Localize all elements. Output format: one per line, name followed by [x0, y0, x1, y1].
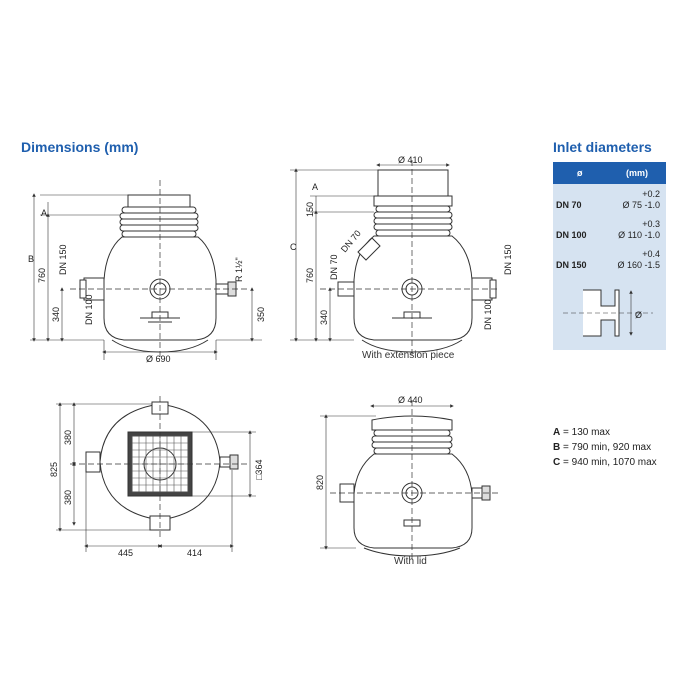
legend-item	[553, 425, 657, 440]
row-dn: DN 150	[556, 260, 587, 270]
label-b: B	[28, 254, 35, 264]
dimension-legend	[553, 425, 657, 470]
row-dn: DN 70	[556, 200, 582, 210]
dimensions-title: Dimensions (mm)	[21, 139, 139, 155]
legend-text: = 940 min, 1070 max	[560, 457, 657, 468]
legend-item	[553, 440, 657, 455]
label-760-2: 760	[305, 267, 315, 283]
header-mm: (mm)	[626, 168, 648, 178]
label-380-a: 380	[63, 429, 73, 445]
label-dia-410: Ø 410	[398, 155, 423, 165]
label-820: 820	[315, 474, 325, 490]
table-row	[553, 184, 666, 214]
row-value: Ø 75 -1.0	[622, 200, 660, 210]
table-row	[553, 214, 666, 244]
legend-key: C	[553, 457, 561, 468]
lid-view	[320, 400, 500, 560]
caption-extension-piece: With extension piece	[362, 350, 455, 361]
label-a2: A	[312, 182, 319, 192]
label-dn150: DN 150	[58, 244, 68, 275]
inlet-diameters-table	[553, 162, 666, 350]
label-340-2: 340	[319, 309, 329, 325]
label-760: 760	[37, 267, 47, 283]
label-dn100: DN 100	[84, 294, 94, 325]
label-r: R 1½"	[234, 257, 244, 282]
caption-with-lid: With lid	[394, 556, 427, 567]
label-350: 350	[256, 306, 266, 322]
table-header	[553, 162, 666, 184]
row-value: Ø 160 -1.5	[617, 260, 660, 270]
label-825: 825	[49, 461, 59, 477]
detail-diameter-symbol: Ø	[635, 310, 643, 320]
legend-key: A	[553, 427, 561, 438]
label-445: 445	[118, 548, 134, 558]
label-dn70-top: DN 70	[338, 228, 363, 255]
label-340: 340	[51, 306, 61, 322]
row-tolerance: +0.4	[642, 249, 660, 259]
row-tolerance: +0.3	[642, 219, 660, 229]
label-364: □364	[254, 459, 264, 480]
legend-key: B	[553, 442, 561, 453]
legend-text: = 790 min, 920 max	[560, 442, 652, 453]
table-row	[553, 244, 666, 274]
inlet-diameters-title: Inlet diameters	[553, 139, 652, 155]
label-a: A	[41, 208, 48, 218]
label-414: 414	[187, 548, 203, 558]
label-dn150-2: DN 150	[503, 244, 513, 275]
label-150: 150	[305, 201, 315, 217]
top-view	[56, 396, 256, 552]
label-dn70-left: DN 70	[329, 254, 339, 280]
extension-view	[290, 160, 500, 358]
inlet-detail-drawing	[553, 280, 666, 350]
header-diameter: ø	[577, 168, 583, 178]
row-tolerance: +0.2	[642, 189, 660, 199]
row-value: Ø 110 -1.0	[618, 230, 660, 240]
row-dn: DN 100	[556, 230, 587, 240]
label-c: C	[290, 242, 297, 252]
legend-text: = 130 max	[560, 427, 610, 438]
legend-item	[553, 455, 657, 470]
label-dia-440: Ø 440	[398, 395, 423, 405]
label-380-b: 380	[63, 489, 73, 505]
label-dia-690: Ø 690	[146, 354, 171, 364]
label-dn100-2: DN 100	[483, 299, 493, 330]
